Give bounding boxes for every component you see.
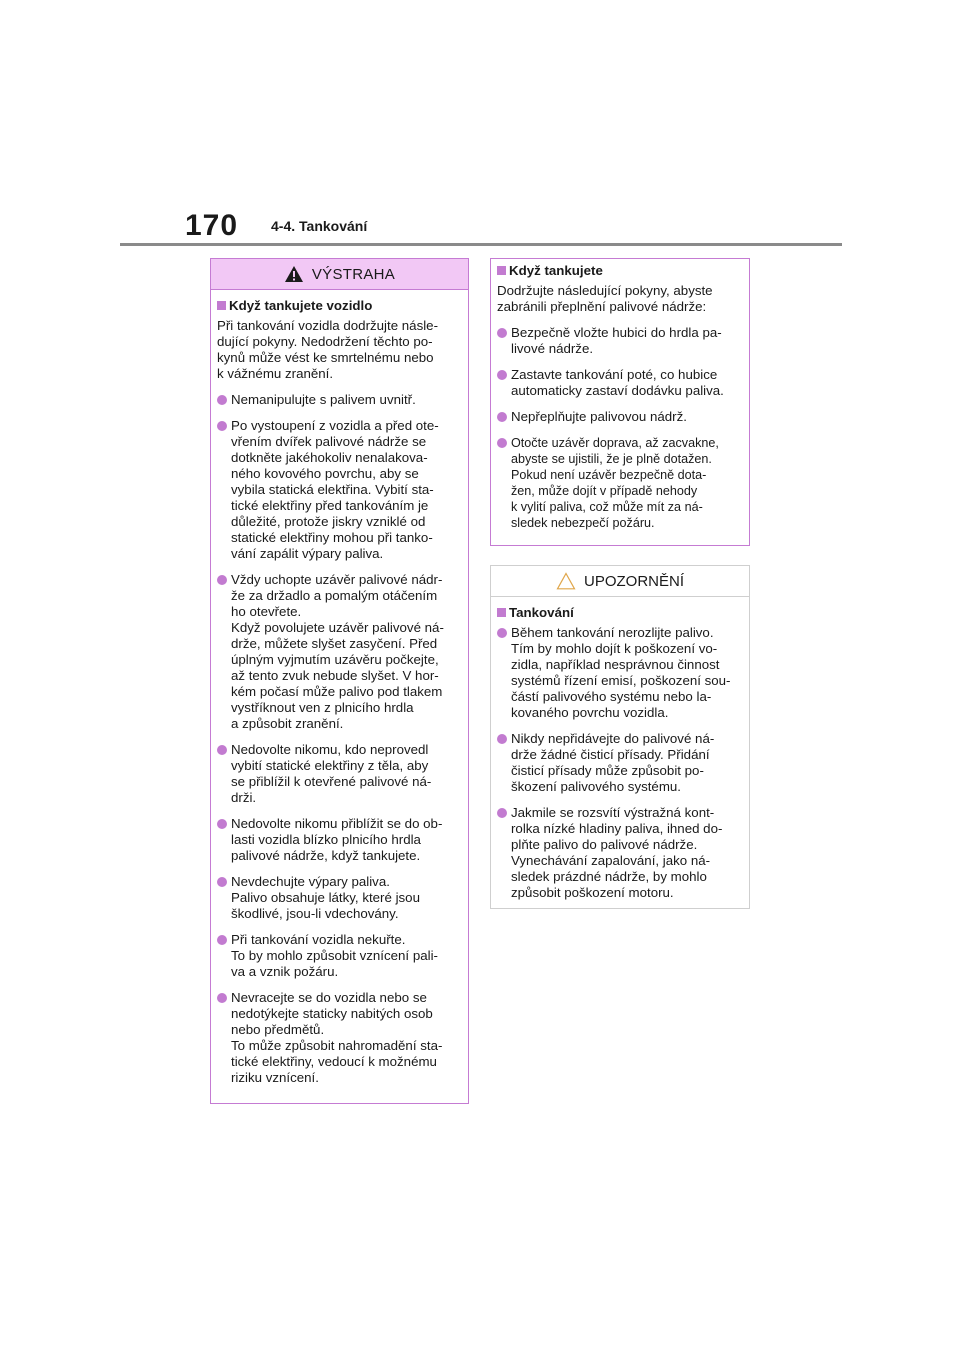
list-item [497,409,743,425]
list-item [217,874,462,922]
list-item-text: Otočte uzávěr doprava, až zacvakne, abyste se ujistili, že je plně dotažen. Pokud není uzávěr bezpečně dota- žen, může dojít v případě nehody k vylití paliva, což může mít za ná- sledek nebezpečí požáru. [511,436,719,530]
square-bullet-icon [497,266,506,275]
list-item-text: Během tankování nerozlijte palivo. Tím by mohlo dojít k poškození vo- zidla, například nesprávnou činnost systémů řízení emisí, poškození sou- částí palivového systému nebo la- kovaného povrchu vozidla. [511,625,731,720]
list-item-text: Nikdy nepřidávejte do palivové ná- drže žádné čisticí přísady. Přidání čisticí přísady může způsobit po- škození palivového systému. [511,731,715,794]
list-item-text: Vždy uchopte uzávěr palivové nádr- že za držadlo a pomalým otáčením ho otevřete. Když povolujete uzávěr palivové ná- drže, můžete slyšet zasyčení. Před úplným vyjmutím uzávěru počkejte, až tento zvuk nebude slyšet. V hor- kém počasí může palivo pod tlakem vystříknout ven z plnicího hrdla a způsobit zranění. [231,572,444,731]
warning-heading [217,298,462,314]
list-item [217,816,462,864]
list-item [497,367,743,399]
continued-heading [497,263,743,279]
list-item [217,990,462,1086]
continued-intro: Dodržujte následující pokyny, abyste zabránili přeplnění palivové nádrže: [497,283,713,314]
list-item-text: Nevdechujte výpary paliva. Palivo obsahuje látky, které jsou škodlivé, jsou-li vdechovány. [231,874,420,921]
header-rule [120,243,842,246]
list-item-text: Nepřeplňujte palivovou nádrž. [511,409,687,424]
dot-bullet-icon [217,575,227,585]
dot-bullet-icon [497,328,507,338]
list-item-text: Nedovolte nikomu přiblížit se do ob- lasti vozidla blízko plnicího hrdla palivové nádrže, když tankujete. [231,816,443,863]
list-item [217,392,462,408]
dot-bullet-icon [497,370,507,380]
dot-bullet-icon [217,395,227,405]
list-item [497,435,743,531]
notice-header [491,566,749,597]
list-item [497,325,743,357]
dot-bullet-icon [497,628,507,638]
list-item-text: Při tankování vozidla nekuřte. To by mohlo způsobit vznícení pali- va a vznik požáru. [231,932,438,979]
page-number: 170 [185,209,239,242]
list-item [217,742,462,806]
square-bullet-icon [217,301,226,310]
notice-box [490,565,750,909]
warning-heading-text: Když tankujete vozidlo [229,298,373,313]
dot-bullet-icon [217,421,227,431]
list-item [497,731,743,795]
caution-triangle-icon [556,572,576,590]
continued-warning-box [490,258,750,546]
notice-heading [497,605,743,621]
notice-heading-text: Tankování [509,605,574,620]
warning-title: VÝSTRAHA [311,265,396,283]
dot-bullet-icon [497,438,507,448]
warning-intro: Při tankování vozidla dodržujte násle- dující pokyny. Nedodržení těchto po- kynů může vést ke smrtelnému nebo k vážnému zranění. [217,318,438,381]
dot-bullet-icon [497,412,507,422]
dot-bullet-icon [217,935,227,945]
list-item-text: Bezpečně vložte hubici do hrdla pa- livové nádrže. [511,325,722,356]
dot-bullet-icon [217,993,227,1003]
list-item [217,418,462,562]
continued-heading-text: Když tankujete [509,263,603,278]
dot-bullet-icon [217,819,227,829]
square-bullet-icon [497,608,506,617]
warning-triangle-icon [284,265,304,283]
dot-bullet-icon [217,745,227,755]
list-item-text: Jakmile se rozsvítí výstražná kont- rolka nízké hladiny paliva, ihned do- plňte palivo do palivové nádrže. Vynechávání zapalování, jako ná- sledek prázdné nádrže, by mohlo způsobit poškození motoru. [511,805,723,900]
warning-header [211,259,468,290]
notice-title: UPOZORNĚNÍ [583,572,684,590]
list-item [497,625,743,721]
list-item-text: Po vystoupení z vozidla a před ote- vřením dvířek palivové nádrže se dotkněte jakéhokoliv nenalakova- ného kovového povrchu, aby se vybila statická elektřina. Vybití sta- tické elektřiny před tankováním je důležité, protože jiskry vzniklé od statické elektřiny mohou při tanko- vání zapálit výpary paliva. [231,418,439,561]
list-item [497,805,743,901]
section-title: 4-4. Tankování [271,218,368,234]
list-item-text: Nevracejte se do vozidla nebo se nedotýkejte staticky nabitých osob nebo předmětů. To může způsobit nahromadění sta- tické elektřiny, vedoucí k možnému riziku vznícení. [231,990,443,1085]
dot-bullet-icon [497,808,507,818]
list-item-text: Zastavte tankování poté, co hubice automaticky zastaví dodávku paliva. [511,367,724,398]
warning-box [210,258,469,1104]
list-item-text: Nedovolte nikomu, kdo neprovedl vybití statické elektřiny z těla, aby se přiblížil k otevřené palivové ná- drži. [231,742,432,805]
list-item [217,932,462,980]
dot-bullet-icon [497,734,507,744]
list-item [217,572,462,732]
dot-bullet-icon [217,877,227,887]
list-item-text: Nemanipulujte s palivem uvnitř. [231,392,416,407]
